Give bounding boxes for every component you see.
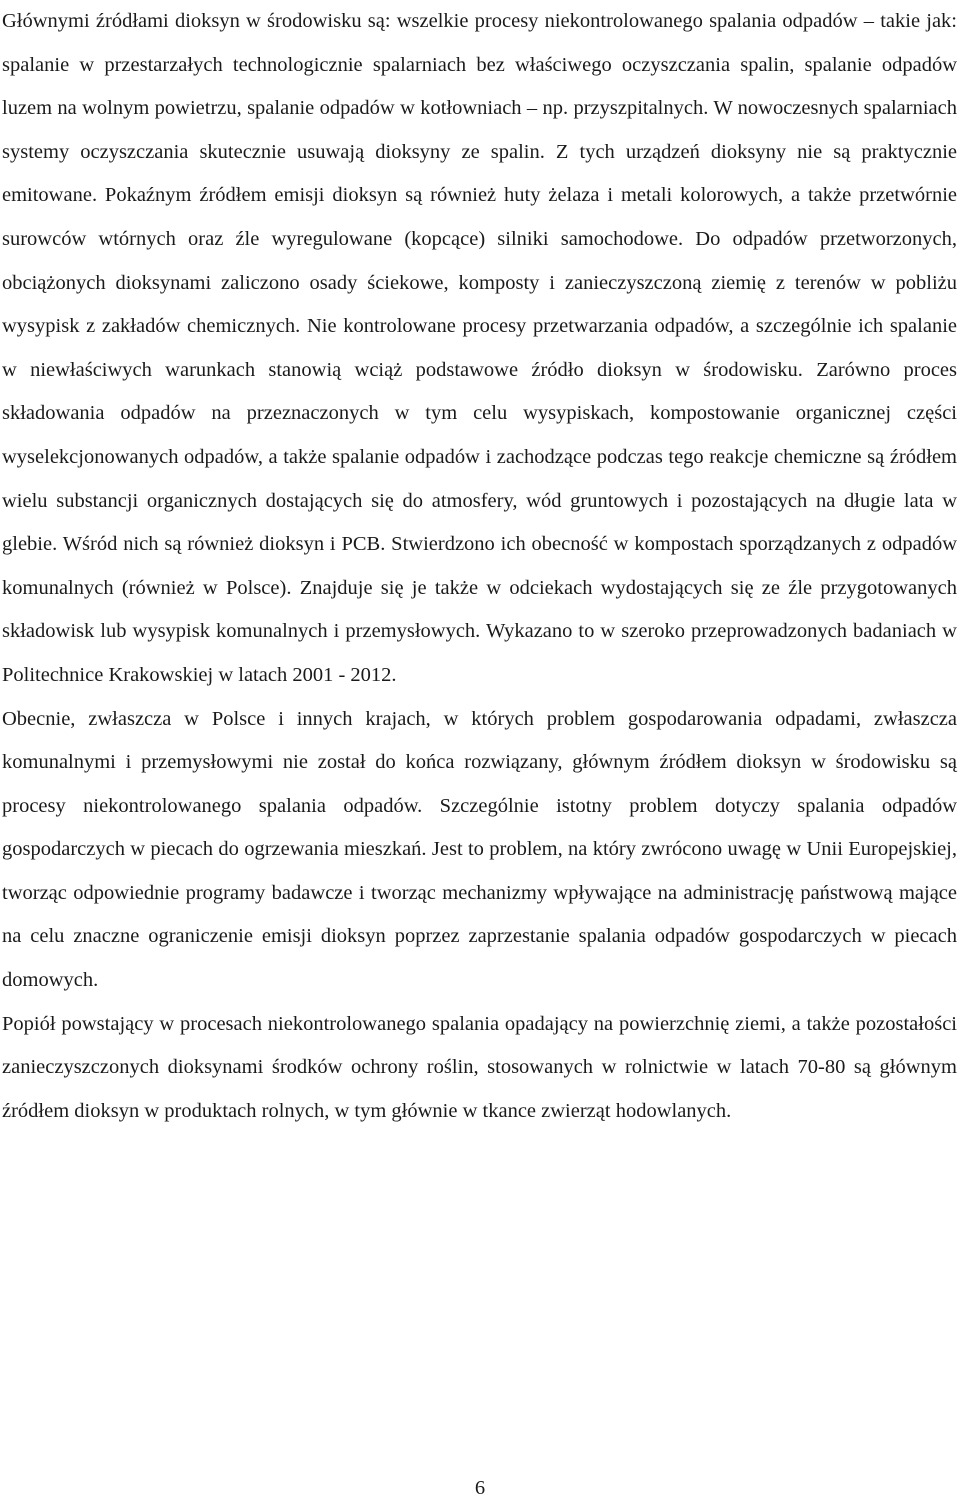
paragraph-poland-problem: Obecnie, zwłaszcza w Polsce i innych krajach, w których problem gospodarowania odpadami, zwłaszcza komunalnymi i przemysłowymi nie został do końca rozwiązany, głównym źródłem dioksyn w środowisku są procesy niekontrolowanego spalania odpadów. Szczególnie istotny problem dotyczy spalania odpadów gospodarczych w piecach do ogrzewania mieszkań. Jest to problem, na który zwrócono uwagę w Unii Europejskiej, tworząc odpowiednie programy badawcze i tworząc mechanizmy wpływające na administrację państwową mające na celu znaczne ograniczenie emisji dioksyn poprzez zaprzestanie spalania odpadów gospodarczych w piecach domowych. — [2, 707, 957, 992]
paragraph-ash-agriculture: Popiół powstający w procesach niekontrolowanego spalania opadający na powierzchnię ziemi, a także pozostałości zanieczyszczonych dioksynami środków ochrony roślin, stosowanych w rolnictwie w latach 70-80 są głównym źródłem dioksyn w produktach rolnych, w tym głównie w tkance zwierząt hodowlanych. — [2, 1012, 957, 1122]
page-number: 6 — [474, 1477, 486, 1499]
body-text — [2, 0, 957, 1133]
paragraph-dioxin-sources: Głównymi źródłami dioksyn w środowisku są: wszelkie procesy niekontrolowanego spalania odpadów – takie jak: spalanie w przestarzałych technologicznie spalarniach bez właściwego oczyszczania spalin, spalanie odpadów luzem na wolnym powietrzu, spalanie odpadów w kotłowniach – np. przyszpitalnych. W nowoczesnych spalarniach systemy oczyszczania skutecznie usuwają dioksyny ze spalin. Z tych urządzeń dioksyny nie są praktycznie emitowane. Pokaźnym źródłem emisji dioksyn są również huty żelaza i metali kolorowych, a także przetwórnie surowców wtórnych oraz źle wyregulowane (kopcące) silniki samochodowe. Do odpadów przetworzonych, obciążonych dioksynami zaliczono osady ściekowe, komposty i zanieczyszczoną ziemię z terenów w pobliżu wysypisk z zakładów chemicznych. Nie kontrolowane procesy przetwarzania odpadów, a szczególnie ich spalanie w niewłaściwych warunkach stanowią wciąż podstawowe źródło dioksyn w środowisku. Zarówno proces składowania odpadów na przeznaczonych w tym celu wysypiskach, kompostowanie organicznej części wyselekcjonowanych odpadów, a także spalanie odpadów i zachodzące podczas tego reakcje chemiczne są źródłem wielu substancji organicznych dostających się do atmosfery, wód gruntowych i pozostających na długie lata w glebie. Wśród nich są również dioksyn i PCB. Stwierdzono ich obecność w kompostach sporządzanych z odpadów komunalnych (również w Polsce). Znajduje się je także w odciekach wydostających się ze źle przygotowanych składowisk lub wysypisk komunalnych i przemysłowych. Wykazano to w szeroko przeprowadzonych badaniach w Politechnice Krakowskiej w latach 2001 - 2012. — [2, 10, 957, 686]
